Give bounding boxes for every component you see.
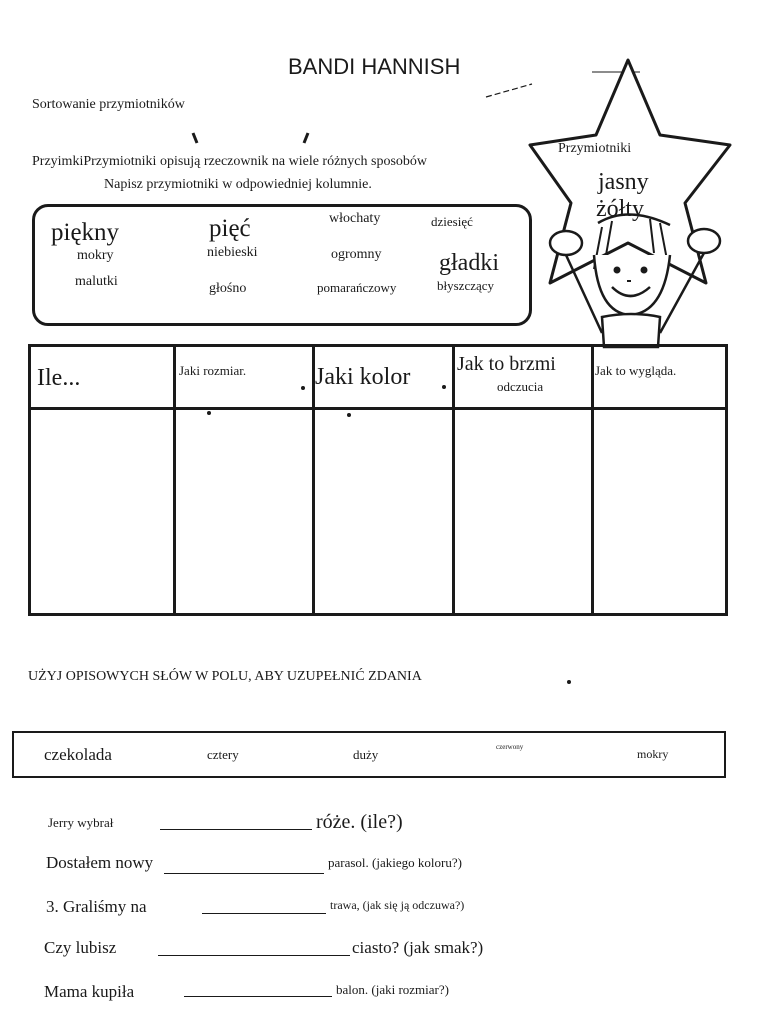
column-header-look: Jak to wygląda. (595, 363, 677, 378)
sentence-3-blank[interactable] (202, 913, 326, 914)
star-word-2: żółty (596, 196, 644, 222)
sentence-5-blank[interactable] (184, 996, 332, 997)
page-title: BANDI HANNISH (288, 54, 461, 79)
answer-cell-look[interactable] (591, 407, 725, 616)
star-character (528, 55, 738, 355)
column-header-sound-sub: odczucia (497, 379, 544, 394)
sentence-1-blank[interactable] (160, 829, 312, 830)
word-bank-item: duży (353, 747, 379, 762)
column-header-color: Jaki kolor (315, 364, 411, 390)
sentence-2-blank[interactable] (164, 873, 324, 874)
word-box-item: włochaty (329, 211, 381, 226)
scan-dot (301, 386, 305, 390)
word-bank (12, 731, 726, 778)
intro-text: PrzyimkiPrzymiotniki opisują rzeczownik na wiele różnych sposobów (32, 154, 428, 169)
worksheet-subtitle: Sortowanie przymiotników (32, 97, 185, 112)
star-label: Przymiotniki (558, 141, 632, 156)
sentence-1-start: Jerry wybrał (48, 815, 114, 830)
word-box-item: gładki (439, 250, 499, 276)
word-box-item: dziesięć (431, 214, 473, 229)
word-bank-item: czerwony (496, 743, 524, 751)
scan-dot (442, 385, 446, 389)
sentence-5-end: balon. (jaki rozmiar?) (336, 982, 449, 997)
sorting-table (28, 344, 728, 616)
answer-cell-how-many[interactable] (31, 407, 173, 616)
column-header-sound: Jak to brzmi (457, 353, 556, 375)
sentence-3-start: 3. Graliśmy na (46, 897, 147, 916)
instruction-text: Napisz przymiotniki w odpowiedniej kolumnie. (104, 177, 372, 192)
sentence-4-end: ciasto? (jak smak?) (352, 938, 484, 957)
scan-dot (567, 680, 571, 684)
sentence-5-start: Mama kupiła (44, 982, 135, 1001)
answer-cell-sound[interactable] (452, 407, 591, 616)
word-box-item: głośno (209, 281, 247, 296)
word-box-item: pięć (209, 215, 251, 242)
sentence-4-start: Czy lubisz (44, 938, 117, 957)
star-word-1: jasny (598, 169, 649, 195)
word-box-item: ogromny (331, 247, 382, 262)
answer-cell-color[interactable] (312, 407, 452, 616)
word-box-item: pomarańczowy (317, 280, 397, 295)
column-header-size: Jaki rozmiar. (179, 363, 247, 378)
sentence-3-end: trawa, (jak się ją odczuwa?) (330, 898, 465, 912)
sentence-2-end: parasol. (jakiego koloru?) (328, 855, 462, 870)
sentence-4-blank[interactable] (158, 955, 350, 956)
sentence-2-start: Dostałem nowy (46, 853, 154, 872)
word-box (32, 204, 532, 326)
word-box-item: błyszczący (437, 278, 495, 293)
word-box-item: mokry (77, 248, 114, 263)
sentence-1-end: róże. (ile?) (316, 811, 403, 833)
word-bank-item: czekolada (44, 745, 112, 764)
word-box-item: malutki (75, 274, 118, 289)
column-header-how-many: Ile... (37, 365, 81, 391)
instruction-2: UŻYJ OPISOWYCH SŁÓW W POLU, ABY UZUPEŁNIĆ ZDANIA (28, 669, 422, 684)
word-bank-item: cztery (207, 747, 239, 762)
word-box-item: niebieski (207, 245, 258, 260)
word-bank-item: mokry (637, 747, 669, 761)
word-box-item: piękny (51, 219, 120, 246)
answer-cell-size[interactable] (173, 407, 312, 616)
